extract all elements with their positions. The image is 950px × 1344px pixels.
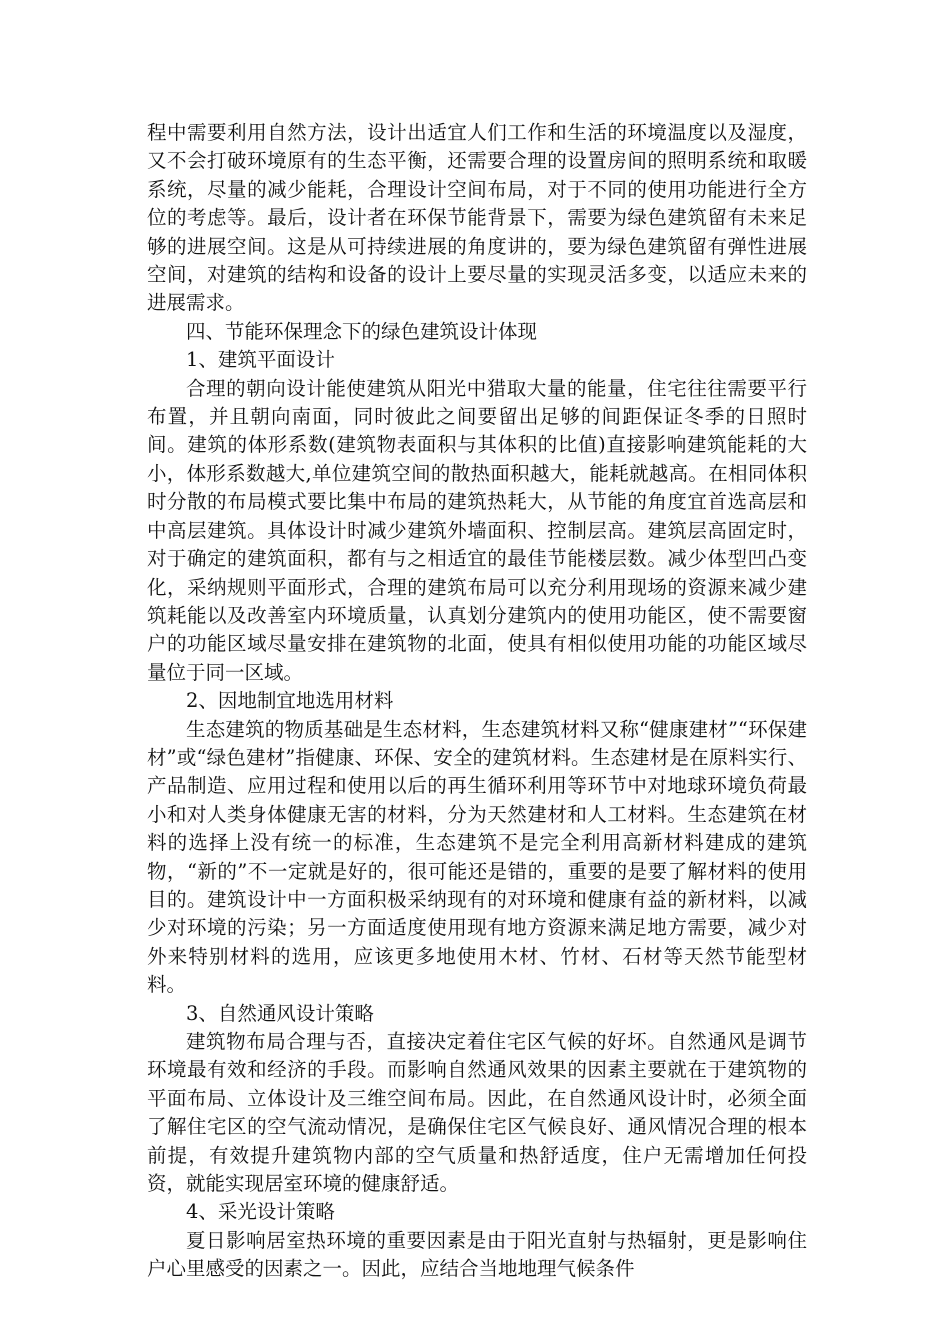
section-heading-4: 四、节能环保理念下的绿色建筑设计体现 [186,319,538,343]
subheading-daylighting: 4、采光设计策略 [186,1200,335,1224]
document-body [147,119,807,1284]
paragraph-daylighting: 夏日影响居室热环境的重要因素是由于阳光直射与热辐射，更是影响住户心里感受的因素之一。因此，应结合当地地理气候条件 [147,1228,807,1281]
paragraph-natural-ventilation: 建筑物布局合理与否，直接决定着住宅区气候的好坏。自然通风是调节环境最有效和经济的手段。而影响自然通风效果的因素主要就在于建筑物的平面布局、立体设计及三维空间布局。因此，在自然通风设计时，必须全面了解住宅区的空气流动情况，是确保住宅区气候良好、通风情况合理的根本前提，有效提升建筑物内部的空气质量和热舒适度，住户无需增加任何投资，就能实现居室环境的健康舒适。 [147,1030,807,1196]
paragraph-building-plan-design: 合理的朝向设计能使建筑从阳光中猎取大量的能量，住宅往往需要平行布置，并且朝向南面，同时彼此之间要留出足够的间距保证冬季的日照时间。建筑的体形系数(建筑物表面积与其体积的比值)直接影响建筑能耗的大小，体形系数越大,单位建筑空间的散热面积越大，能耗就越高。在相同体积时分散的布局模式要比集中布局的建筑热耗大，从节能的角度宜首选高层和中高层建筑。具体设计时减少建筑外墙面积、控制层高。建筑层高固定时，对于确定的建筑面积，都有与之相适宜的最佳节能楼层数。减少体型凹凸变化，采纳规则平面形式，合理的建筑布局可以充分利用现场的资源来减少建筑耗能以及改善室内环境质量，认真划分建筑内的使用功能区，使不需要窗户的功能区域尽量安排在建筑物的北面，使具有相似使用功能的功能区域尽量位于同一区域。 [147,376,807,684]
paragraph-continuation: 程中需要利用自然方法，设计出适宜人们工作和生活的环境温度以及湿度，又不会打破环境原有的生态平衡，还需要合理的设置房间的照明系统和取暖系统，尽量的减少能耗，合理设计空间布局，对于不同的使用功能进行全方位的考虑等。最后，设计者在环保节能背景下，需要为绿色建筑留有未来足够的进展空间。这是从可持续进展的角度讲的，要为绿色建筑留有弹性进展空间，对建筑的结构和设备的设计上要尽量的实现灵活多变，以适应未来的进展需求。 [147,121,807,315]
subheading-building-plan-design: 1、建筑平面设计 [186,348,335,372]
subheading-material-selection: 2、因地制宜地选用材料 [186,689,394,713]
paragraph-material-selection: 生态建筑的物质基础是生态材料，生态建筑材料又称“健康建材”“环保建材”或“绿色建材”指健康、环保、安全的建筑材料。生态建材是在原料实行、产品制造、应用过程和使用以后的再生循环利用等环节中对地球环境负荷最小和对人类身体健康无害的材料，分为天然建材和人工材料。生态建筑在材料的选择上没有统一的标准，生态建筑不是完全利用高新材料建成的建筑物，“新的”不一定就是好的，很可能还是错的，重要的是要了解材料的使用目的。建筑设计中一方面积极采纳现有的对环境和健康有益的新材料，以减少对环境的污染；另一方面适度使用现有地方资源来满足地方需要，减少对外来特别材料的选用，应该更多地使用木材、竹材、石材等天然节能型材料。 [147,717,807,997]
subheading-natural-ventilation: 3、自然通风设计策略 [186,1001,374,1025]
